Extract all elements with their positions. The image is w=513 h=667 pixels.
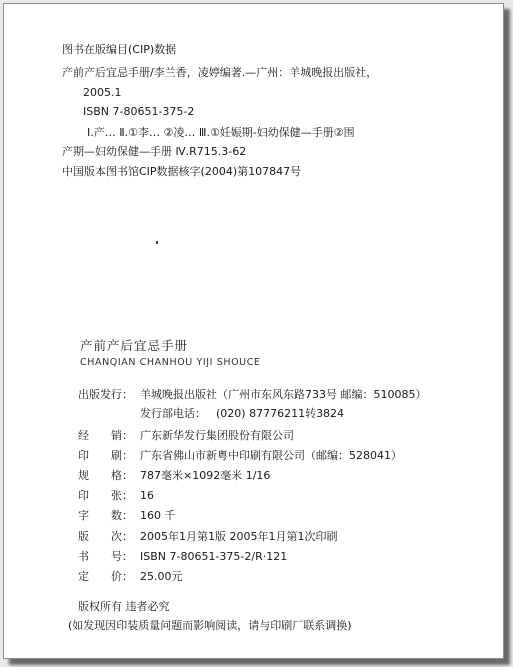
replacement-notice: (如发现因印装质量问题而影响阅读，请与印刷厂联系调换): [68, 619, 352, 632]
spec-value: 25.00元: [140, 570, 183, 583]
book-title: 产前产后宜忌手册: [80, 338, 189, 353]
spec-label: 印 张：: [78, 489, 133, 502]
spec-value: 广东省佛山市新粤中印刷有限公司（邮编：528041）: [140, 449, 402, 462]
spec-value: 787毫米×1092毫米 1/16: [140, 469, 271, 482]
cip-entry-line2: 2005.1: [83, 86, 122, 99]
spec-label: 定 价：: [78, 570, 133, 583]
cip-classification-line2: 产期—妇幼保健—手册 Ⅳ.R715.3-62: [62, 145, 247, 158]
spec-value: 16: [140, 489, 154, 502]
cip-library-number: 中国版本图书馆CIP数据核字(2004)第107847号: [62, 165, 302, 178]
cip-heading: 图书在版编目(CIP)数据: [62, 43, 177, 56]
book-title-pinyin: CHANQIAN CHANHOU YIJI SHOUCE: [80, 357, 261, 368]
spec-label: 印 刷：: [78, 449, 133, 462]
spec-value: 160 千: [140, 509, 176, 522]
spec-value: 2005年1月第1版 2005年1月第1次印刷: [140, 530, 338, 543]
publisher-label: 出版发行：: [78, 388, 133, 401]
spec-label: 经 销：: [78, 429, 133, 442]
publisher-phone-value: (020) 87776211转3824: [216, 407, 345, 420]
spec-label: 书 号：: [78, 550, 133, 563]
print-speck: [156, 241, 158, 244]
cip-entry-line1: 产前产后宜忌手册/李兰香，凌婷编著.—广州：羊城晚报出版社，: [62, 66, 378, 79]
spec-value: 广东新华发行集团股份有限公司: [140, 429, 294, 442]
cip-isbn: ISBN 7-80651-375-2: [83, 105, 195, 118]
spec-label: 规 格：: [78, 469, 133, 482]
spec-label: 版 次：: [78, 530, 133, 543]
spec-label: 字 数：: [78, 509, 133, 522]
copyright-page: [3, 3, 504, 659]
cip-classification-line1: Ⅰ.产… Ⅱ.①李… ②凌… Ⅲ.①妊娠期-妇幼保健—手册②围: [87, 126, 355, 139]
publisher-value: 羊城晚报出版社（广州市东风东路733号 邮编：510085）: [140, 388, 427, 401]
publisher-phone-label: 发行部电话：: [140, 407, 206, 420]
spec-value: ISBN 7-80651-375-2/R·121: [140, 550, 288, 563]
rights-notice: 版权所有 违者必究: [78, 600, 170, 613]
